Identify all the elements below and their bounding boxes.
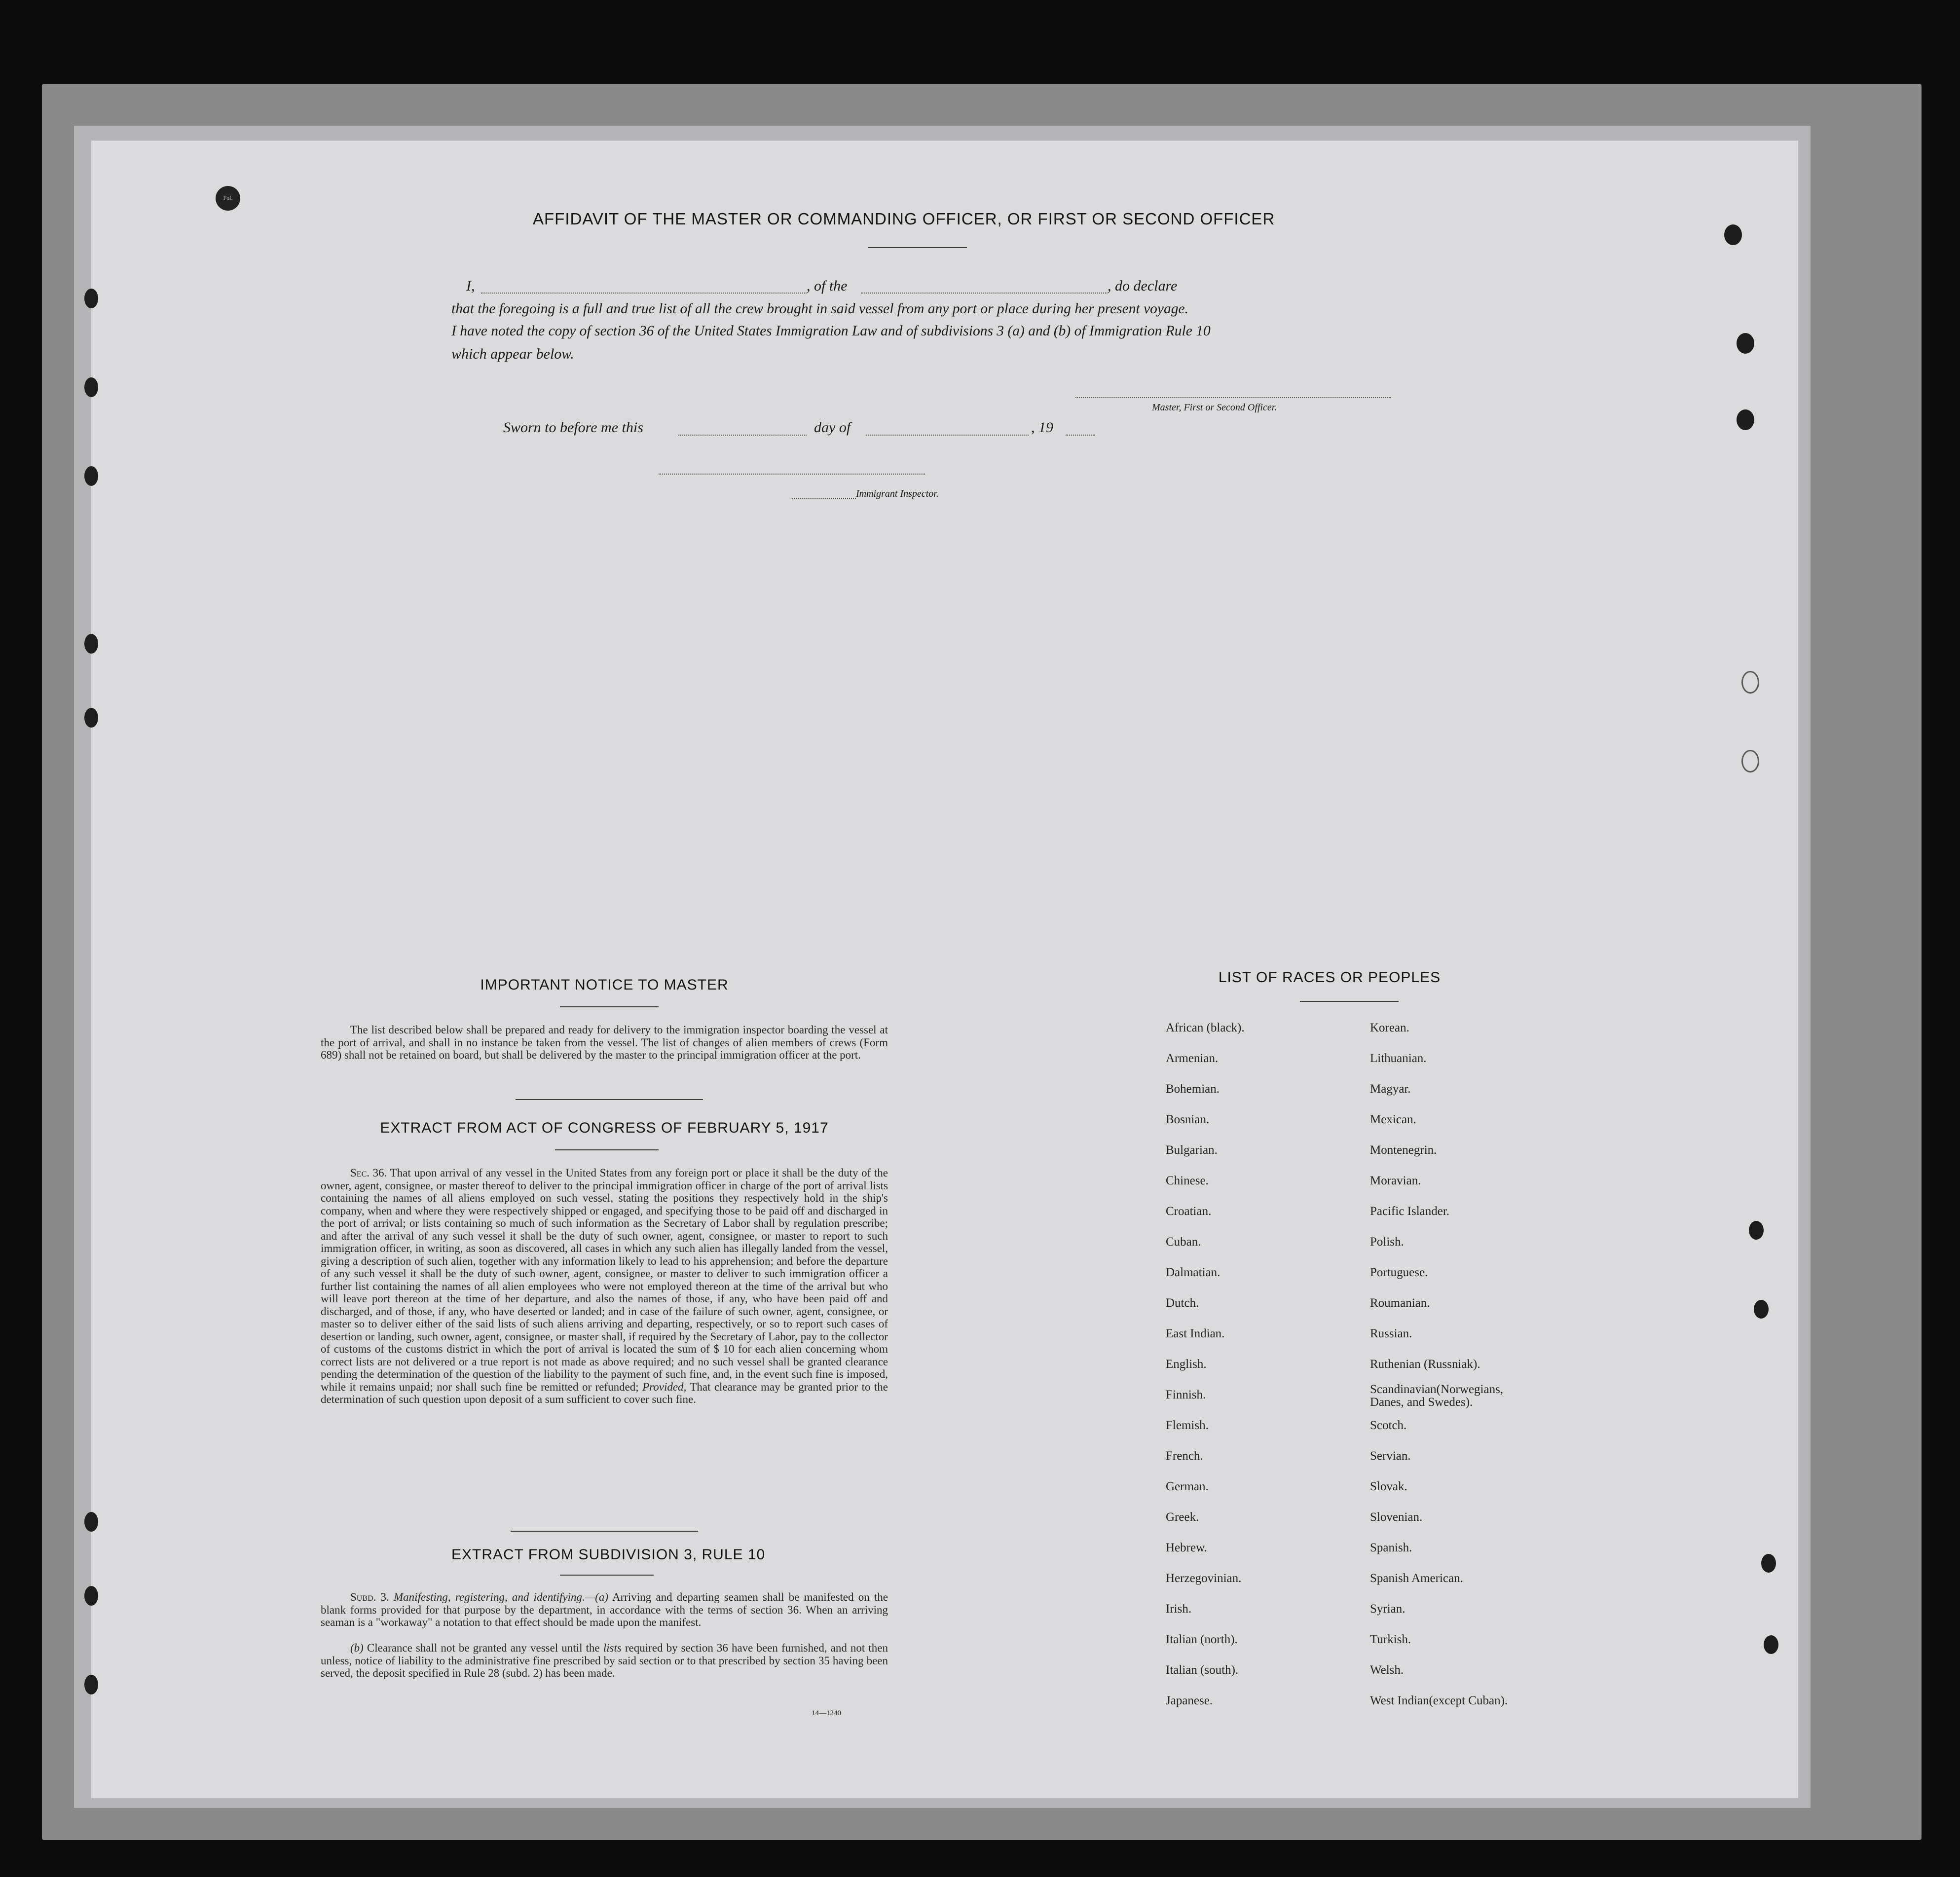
race-item-right: Syrian. xyxy=(1370,1602,1405,1616)
race-item-right: Servian. xyxy=(1370,1449,1411,1463)
race-item-right: Polish. xyxy=(1370,1235,1404,1249)
race-item-right: Spanish American. xyxy=(1370,1572,1463,1585)
race-item-left: Italian (north). xyxy=(1166,1633,1238,1646)
vessel-name-field[interactable] xyxy=(861,293,1108,294)
race-item-left: Finnish. xyxy=(1166,1388,1206,1401)
binder-hole-left-2 xyxy=(84,377,98,397)
race-item-right: Magyar. xyxy=(1370,1082,1411,1096)
races-title-rule xyxy=(1300,1001,1399,1002)
race-item-left: Bulgarian. xyxy=(1166,1143,1218,1157)
act-tail: That clearance may be granted prior to the determination of such question upon deposit of a sum sufficient to cover such fine. xyxy=(321,1380,888,1405)
race-item-right: Montenegrin. xyxy=(1370,1143,1437,1157)
race-item-left: Dalmatian. xyxy=(1166,1266,1220,1279)
sworn-day-field[interactable] xyxy=(678,435,807,436)
race-item-left: Croatian. xyxy=(1166,1205,1212,1218)
binder-ring-right-2 xyxy=(1741,750,1759,773)
affidavit-declare: , do declare xyxy=(1108,278,1178,294)
act-title-rule xyxy=(555,1149,659,1150)
rule-title: EXTRACT FROM SUBDIVISION 3, RULE 10 xyxy=(451,1546,766,1563)
affidavit-title: AFFIDAVIT OF THE MASTER OR COMMANDING OFFICER, OR FIRST OR SECOND OFFICER xyxy=(533,210,1275,228)
rule-body-b xyxy=(321,1642,888,1680)
fol-stamp xyxy=(216,186,240,211)
act-title: EXTRACT FROM ACT OF CONGRESS OF FEBRUARY 5, 1917 xyxy=(380,1120,829,1136)
notice-separator xyxy=(516,1099,703,1100)
declarant-name-field[interactable] xyxy=(481,293,807,294)
race-item-right: Mexican. xyxy=(1370,1113,1416,1126)
race-item-right: Korean. xyxy=(1370,1021,1409,1034)
rule-subd-label: Subd. 3. xyxy=(350,1591,389,1603)
race-item-left: Chinese. xyxy=(1166,1174,1209,1187)
notice-title-rule xyxy=(560,1006,659,1007)
rule-title-rule xyxy=(560,1575,654,1576)
binder-hole-left-1 xyxy=(84,289,98,308)
binder-hole-left-8 xyxy=(84,1675,98,1694)
affidavit-of-the: , of the xyxy=(807,278,848,294)
document-page xyxy=(91,141,1798,1798)
sworn-month-field[interactable] xyxy=(866,435,1029,436)
sworn-year: , 19 xyxy=(1031,419,1053,436)
form-number: 14—1240 xyxy=(812,1709,841,1717)
races-title: LIST OF RACES OR PEOPLES xyxy=(1218,969,1441,986)
race-item-left: Italian (south). xyxy=(1166,1663,1239,1677)
race-item-left: Greek. xyxy=(1166,1510,1199,1524)
binder-hole-right-6 xyxy=(1761,1554,1776,1573)
race-item-right: Slovak. xyxy=(1370,1480,1407,1493)
sworn-day-of: day of xyxy=(814,419,851,436)
notice-body: The list described below shall be prepared and ready for delivery to the immigration inspector boarding the vessel at the port of arrival, and shall in no instance be taken from the vessel. The list of changes of alien members of crews (Form 689) shall not be retained on board, but shall be delivered by the master to the principal immigration officer at the port. xyxy=(321,1024,888,1061)
binder-hole-right-2 xyxy=(1737,333,1754,354)
race-item-right: Russian. xyxy=(1370,1327,1412,1340)
race-item-right: Turkish. xyxy=(1370,1633,1411,1646)
race-item-left: African (black). xyxy=(1166,1021,1245,1034)
notice-title: IMPORTANT NOTICE TO MASTER xyxy=(480,977,729,993)
race-item-left: Japanese. xyxy=(1166,1694,1213,1707)
race-item-right: Welsh. xyxy=(1370,1663,1404,1677)
affidavit-line-3: I have noted the copy of section 36 of the United States Immigration Law and of subdivisions 3 (a) and (b) of Immigration Rule 10 xyxy=(451,323,1211,339)
binder-hole-right-4 xyxy=(1749,1221,1764,1240)
sworn-year-field[interactable] xyxy=(1066,435,1095,436)
affidavit-line-4: which appear below. xyxy=(451,346,574,362)
act-separator xyxy=(511,1531,698,1532)
inspector-caption: Immigrant Inspector. xyxy=(856,488,939,499)
race-item-right: Slovenian. xyxy=(1370,1510,1423,1524)
race-item-left: Bohemian. xyxy=(1166,1082,1220,1096)
race-item-right: West Indian(except Cuban). xyxy=(1370,1694,1508,1707)
rule-lists-word: lists xyxy=(603,1642,622,1654)
binder-hole-right-1 xyxy=(1724,224,1742,245)
race-item-left: Hebrew. xyxy=(1166,1541,1207,1554)
race-item-right: Ruthenian (Russniak). xyxy=(1370,1358,1480,1371)
binder-hole-left-3 xyxy=(84,466,98,486)
affidavit-title-rule xyxy=(868,247,967,248)
act-body xyxy=(321,1167,888,1406)
binder-hole-left-7 xyxy=(84,1586,98,1606)
act-provided: Provided, xyxy=(642,1380,687,1393)
rule-text-b1: Clearance shall not be granted any vessel until the xyxy=(367,1642,600,1654)
race-item-right: Roumanian. xyxy=(1370,1296,1430,1310)
rule-text-a: Arriving and departing seamen shall be manifested on the blank forms provided for that purpose by the department, in accordance with the terms of section 36. When an arriving seaman is a "workaway" a notation to that effect should be made upon the manifest. xyxy=(321,1591,888,1628)
rule-subd-heading: Manifesting, registering, and identifying.—(a) xyxy=(394,1591,608,1603)
binder-hole-right-5 xyxy=(1754,1300,1769,1319)
race-item-right: Portuguese. xyxy=(1370,1266,1428,1279)
binder-hole-right-3 xyxy=(1737,409,1754,430)
race-item-left: Herzegovinian. xyxy=(1166,1572,1242,1585)
race-item-left: German. xyxy=(1166,1480,1209,1493)
sworn-prefix: Sworn to before me this xyxy=(503,419,643,436)
race-item-left: Irish. xyxy=(1166,1602,1192,1616)
act-sec-label: Sec. 36. xyxy=(350,1167,387,1179)
binder-hole-right-7 xyxy=(1764,1635,1778,1654)
binder-hole-left-5 xyxy=(84,708,98,728)
binder-ring-right-1 xyxy=(1741,671,1759,694)
master-signature-field[interactable] xyxy=(1075,397,1391,398)
race-item-right: Scandinavian(Norwegians, Danes, and Swedes). xyxy=(1370,1383,1504,1409)
inspector-signature-field[interactable] xyxy=(659,474,925,475)
rule-text-b2: required by section 36 have been furnished, and not then unless, notice of liability to the administrative fine prescribed by said section or to that prescribed by section 35 having been served, the deposit specified in Rule 28 (subd. 2) has been made. xyxy=(321,1642,888,1679)
race-item-left: Flemish. xyxy=(1166,1419,1209,1432)
race-item-right: Moravian. xyxy=(1370,1174,1421,1187)
binder-hole-left-6 xyxy=(84,1512,98,1532)
race-item-right: Lithuanian. xyxy=(1370,1052,1427,1065)
race-item-right: Scotch. xyxy=(1370,1419,1407,1432)
affidavit-i: I, xyxy=(466,278,475,294)
rule-body-a xyxy=(321,1591,888,1629)
race-item-right: Pacific Islander. xyxy=(1370,1205,1450,1218)
race-item-left: English. xyxy=(1166,1358,1207,1371)
race-item-right: Spanish. xyxy=(1370,1541,1412,1554)
rule-label-b: (b) xyxy=(350,1642,364,1654)
binder-hole-left-4 xyxy=(84,634,98,654)
race-item-left: Dutch. xyxy=(1166,1296,1199,1310)
race-item-left: Armenian. xyxy=(1166,1052,1219,1065)
race-item-left: East Indian. xyxy=(1166,1327,1225,1340)
master-caption: Master, First or Second Officer. xyxy=(1152,402,1277,413)
act-text: That upon arrival of any vessel in the United States from any foreign port or place it shall be the duty of the owner, agent, consignee, or master thereof to deliver to the principal immigration officer in charge of the port of arrival lists containing the names of all aliens employed on such vessel, stating the positions they respectively hold in the ship's company, when and where they were respectively shipped or engaged, and specifying those to be paid off and discharged in the port of arrival; or lists containing so much of such information as the Secretary of Labor shall by regulation prescribe; and after the arrival of any such vessel it shall be the duty of such owner, agent, consignee, or master to report to such immigration officer, in writing, as soon as discovered, all cases in which any such alien has illegally landed from the vessel, giving a description of such alien, together with any information likely to lead to his apprehension; and before the departure of any such vessel it shall be the duty of such owner, agent, consignee, or master to deliver to such immigration officer a further list containing the names of all alien employees who were not employed thereon at the time of the arrival but who will leave port thereon at the time of her departure, and also the names of those, if any, who have been paid off and discharged, and of those, if any, who have deserted or landed; and in case of the failure of such owner, agent, consignee, or master so to deliver either of the said lists of such aliens arriving and departing, respectively, or so to report such cases of desertion or landing, such owner, agent, consignee, or master shall, if required by the Secretary of Labor, pay to the collector of customs of the customs district in which the port of arrival is located the sum of $ 10 for each alien concerning whom correct lists are not delivered or a true report is not made as above required; and no such vessel shall be granted clearance pending the determination of the question of the liability to the payment of such fine, and, in the event such fine is imposed, while it remains unpaid; nor shall such fine be remitted or refunded; xyxy=(321,1167,888,1393)
affidavit-line-2: that the foregoing is a full and true list of all the crew brought in said vessel from any port or place during her present voyage. xyxy=(451,301,1188,317)
fol-mark: Fol. xyxy=(223,194,233,201)
race-item-left: French. xyxy=(1166,1449,1203,1463)
race-item-left: Bosnian. xyxy=(1166,1113,1210,1126)
inspector-caption-lead xyxy=(792,498,856,499)
race-item-left: Cuban. xyxy=(1166,1235,1201,1249)
